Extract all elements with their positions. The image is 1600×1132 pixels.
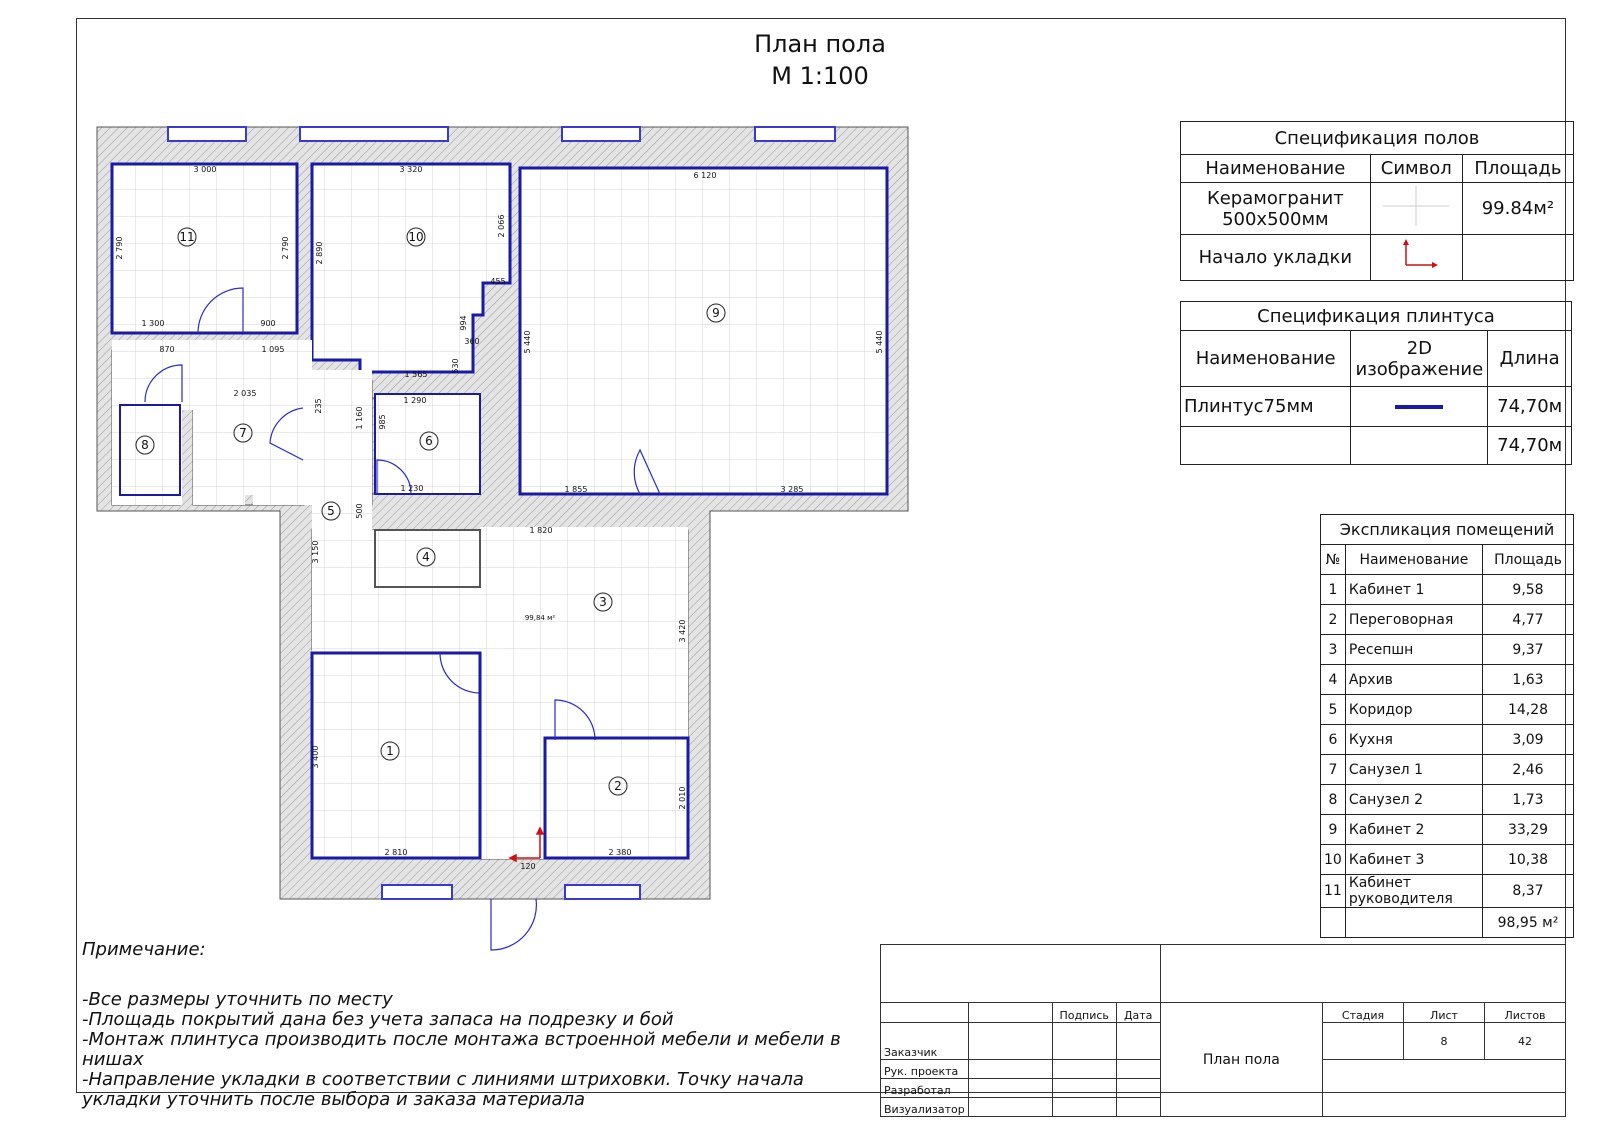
stamp-podpis: Подпись	[1052, 1003, 1116, 1023]
explication-row	[1321, 575, 1574, 605]
explication-num: 3	[1321, 635, 1346, 665]
notes-block	[82, 940, 862, 1110]
explication-name: Санузел 1	[1345, 755, 1482, 785]
dim-label: 3 000	[193, 165, 217, 174]
explication-name: Переговорная	[1345, 605, 1482, 635]
dim-label: 5 440	[523, 330, 532, 354]
room-2-floor	[545, 738, 688, 858]
dim-label: 985	[378, 414, 387, 430]
total-area-label: 99,84 м²	[524, 614, 556, 622]
explication-row	[1321, 725, 1574, 755]
dim-label: 2 790	[281, 236, 290, 260]
dim-label: 2 035	[233, 389, 257, 398]
dim-label: 2 890	[315, 241, 324, 265]
room-number-8: 8	[141, 438, 149, 452]
floor-spec-material	[1181, 183, 1371, 235]
room-9-floor	[520, 168, 887, 494]
explication-name: Кабинет 2	[1345, 815, 1482, 845]
stamp-listov-value: 42	[1485, 1023, 1566, 1060]
dim-label: 6 120	[693, 171, 717, 180]
explication-area: 9,37	[1483, 635, 1574, 665]
notes-heading: Примечание:	[82, 939, 206, 960]
explication-num: 2	[1321, 605, 1346, 635]
explication-area: 4,77	[1483, 605, 1574, 635]
explication-name: Кабинет руководителя	[1345, 875, 1482, 908]
plinth-header-name: Наименование	[1181, 331, 1351, 387]
stamp-razrab: Разработал	[881, 1079, 969, 1098]
room-number-1: 1	[386, 744, 394, 758]
title-block	[880, 944, 1566, 1117]
dim-label: 2 380	[608, 848, 632, 857]
plinth-spec-table	[1180, 301, 1572, 465]
explication-row	[1321, 755, 1574, 785]
explication-num: 4	[1321, 665, 1346, 695]
floor-spec-start-label: Начало укладки	[1181, 235, 1371, 281]
explication-area: 9,58	[1483, 575, 1574, 605]
dim-label: 500	[355, 503, 364, 519]
room-number-7: 7	[239, 426, 247, 440]
dim-label: 1 565	[404, 370, 428, 379]
plinth-spec-title: Спецификация плинтуса	[1181, 302, 1572, 331]
dim-label: 2 010	[678, 786, 687, 810]
explication-table	[1320, 514, 1574, 938]
dim-label: 3 400	[311, 745, 320, 769]
start-arrow-icon	[1386, 235, 1446, 275]
explication-num: 9	[1321, 815, 1346, 845]
material-line-1: Керамогранит	[1206, 187, 1344, 209]
dim-label: 2 810	[384, 848, 408, 857]
explication-num: 7	[1321, 755, 1346, 785]
room-number-4: 4	[422, 550, 430, 564]
stamp-ruk: Рук. проекта	[881, 1060, 969, 1079]
explication-area: 8,37	[1483, 875, 1574, 908]
dim-label: 1 095	[261, 345, 285, 354]
dim-label: 1 300	[141, 319, 165, 328]
floor-spec-header-area: Площадь	[1462, 155, 1573, 183]
dim-label: 3 420	[678, 619, 687, 643]
explication-name: Ресепшн	[1345, 635, 1482, 665]
note-line: -Все размеры уточнить по месту	[82, 989, 393, 1010]
floor-spec-area: 99.84м²	[1462, 183, 1573, 235]
dim-label: 1 820	[529, 526, 553, 535]
dim-label: 530	[451, 358, 460, 374]
explication-total: 98,95 м²	[1483, 908, 1574, 938]
explication-row	[1321, 605, 1574, 635]
explication-title: Экспликация помещений	[1321, 515, 1574, 545]
dim-label: 1 230	[400, 484, 424, 493]
plinth-total: 74,70м	[1488, 427, 1572, 465]
title-line-1: План пола	[754, 30, 886, 58]
dim-label: 455	[490, 277, 506, 286]
explication-num: 10	[1321, 845, 1346, 875]
explication-name: Архив	[1345, 665, 1482, 695]
stamp-vizual: Визуализатор	[881, 1098, 969, 1117]
floor-spec-title: Спецификация полов	[1181, 122, 1574, 155]
dim-label: 3 150	[311, 540, 320, 564]
room-number-2: 2	[614, 779, 622, 793]
explication-header-num: №	[1321, 545, 1346, 575]
plinth-length: 74,70м	[1488, 387, 1572, 427]
plinth-header-2d: 2D изображение	[1351, 331, 1488, 387]
explication-num: 11	[1321, 875, 1346, 908]
room-11-floor	[112, 164, 297, 333]
dim-label: 3 285	[780, 485, 804, 494]
floor-spec-header-symbol: Символ	[1370, 155, 1462, 183]
note-line: -Монтаж плинтуса производить после монтажа встроенной мебели и мебели в нишах	[82, 1029, 841, 1070]
stamp-zakazchik: Заказчик	[881, 1023, 969, 1060]
explication-num: 8	[1321, 785, 1346, 815]
dim-label: 1 290	[403, 396, 427, 405]
dim-label: 1 855	[564, 485, 588, 494]
explication-rows	[1321, 575, 1574, 908]
explication-num: 6	[1321, 725, 1346, 755]
dim-label: 3 320	[399, 165, 423, 174]
stamp-stadia: Стадия	[1323, 1003, 1404, 1023]
floor-spec-table	[1180, 121, 1574, 281]
explication-name: Кабинет 1	[1345, 575, 1482, 605]
dim-label: 360	[464, 337, 480, 346]
room-number-10: 10	[408, 230, 424, 244]
explication-row	[1321, 785, 1574, 815]
plinth-header-length: Длина	[1488, 331, 1572, 387]
room-8-floor	[120, 405, 180, 495]
explication-header-name: Наименование	[1345, 545, 1482, 575]
explication-row	[1321, 665, 1574, 695]
explication-name: Кабинет 3	[1345, 845, 1482, 875]
explication-row	[1321, 815, 1574, 845]
stamp-sheet-title: План пола	[1160, 1003, 1322, 1117]
explication-row	[1321, 845, 1574, 875]
floor-spec-header-name: Наименование	[1181, 155, 1371, 183]
explication-name: Кухня	[1345, 725, 1482, 755]
explication-header-area: Площадь	[1483, 545, 1574, 575]
stamp-list: Лист	[1404, 1003, 1485, 1023]
dim-label: 870	[159, 345, 175, 354]
stamp-listov: Листов	[1485, 1003, 1566, 1023]
explication-name: Коридор	[1345, 695, 1482, 725]
explication-area: 3,09	[1483, 725, 1574, 755]
stamp-data: Дата	[1116, 1003, 1160, 1023]
title-line-2: М 1:100	[771, 62, 869, 90]
plinth-item-name: Плинтус75мм	[1181, 387, 1351, 427]
explication-area: 10,38	[1483, 845, 1574, 875]
start-symbol	[1370, 235, 1462, 281]
room-number-11: 11	[179, 230, 195, 244]
explication-row	[1321, 635, 1574, 665]
plinth-line-icon	[1389, 402, 1449, 412]
explication-row	[1321, 875, 1574, 908]
dim-label: 900	[260, 319, 276, 328]
room-7-floor	[193, 410, 303, 495]
explication-num: 1	[1321, 575, 1346, 605]
room-number-5: 5	[327, 504, 335, 518]
room-number-9: 9	[712, 306, 720, 320]
explication-name: Санузел 2	[1345, 785, 1482, 815]
dim-label: 5 440	[875, 330, 884, 354]
dim-label: 120	[520, 862, 536, 871]
explication-num: 5	[1321, 695, 1346, 725]
tile-grid-icon	[1381, 184, 1451, 228]
explication-area: 1,73	[1483, 785, 1574, 815]
explication-area: 2,46	[1483, 755, 1574, 785]
note-line: -Направление укладки в соответствии с линиями штриховки. Точку начала укладки уточнить после выбора и заказа материала	[82, 1069, 804, 1110]
plinth-2d-cell	[1351, 387, 1488, 427]
explication-area: 14,28	[1483, 695, 1574, 725]
dim-label: 1 160	[355, 406, 364, 430]
dim-label: 2 790	[115, 236, 124, 260]
explication-area: 33,29	[1483, 815, 1574, 845]
note-line: -Площадь покрытий дана без учета запаса на подрезку и бой	[82, 1009, 674, 1030]
room-number-3: 3	[599, 595, 607, 609]
dim-label: 235	[314, 398, 323, 414]
stamp-list-value: 8	[1404, 1023, 1485, 1060]
dim-label: 994	[459, 315, 468, 331]
tile-symbol	[1370, 183, 1462, 235]
material-line-2: 500х500мм	[1222, 208, 1329, 230]
room-number-6: 6	[425, 434, 433, 448]
dim-label: 2 066	[497, 214, 506, 238]
explication-row	[1321, 695, 1574, 725]
explication-area: 1,63	[1483, 665, 1574, 695]
